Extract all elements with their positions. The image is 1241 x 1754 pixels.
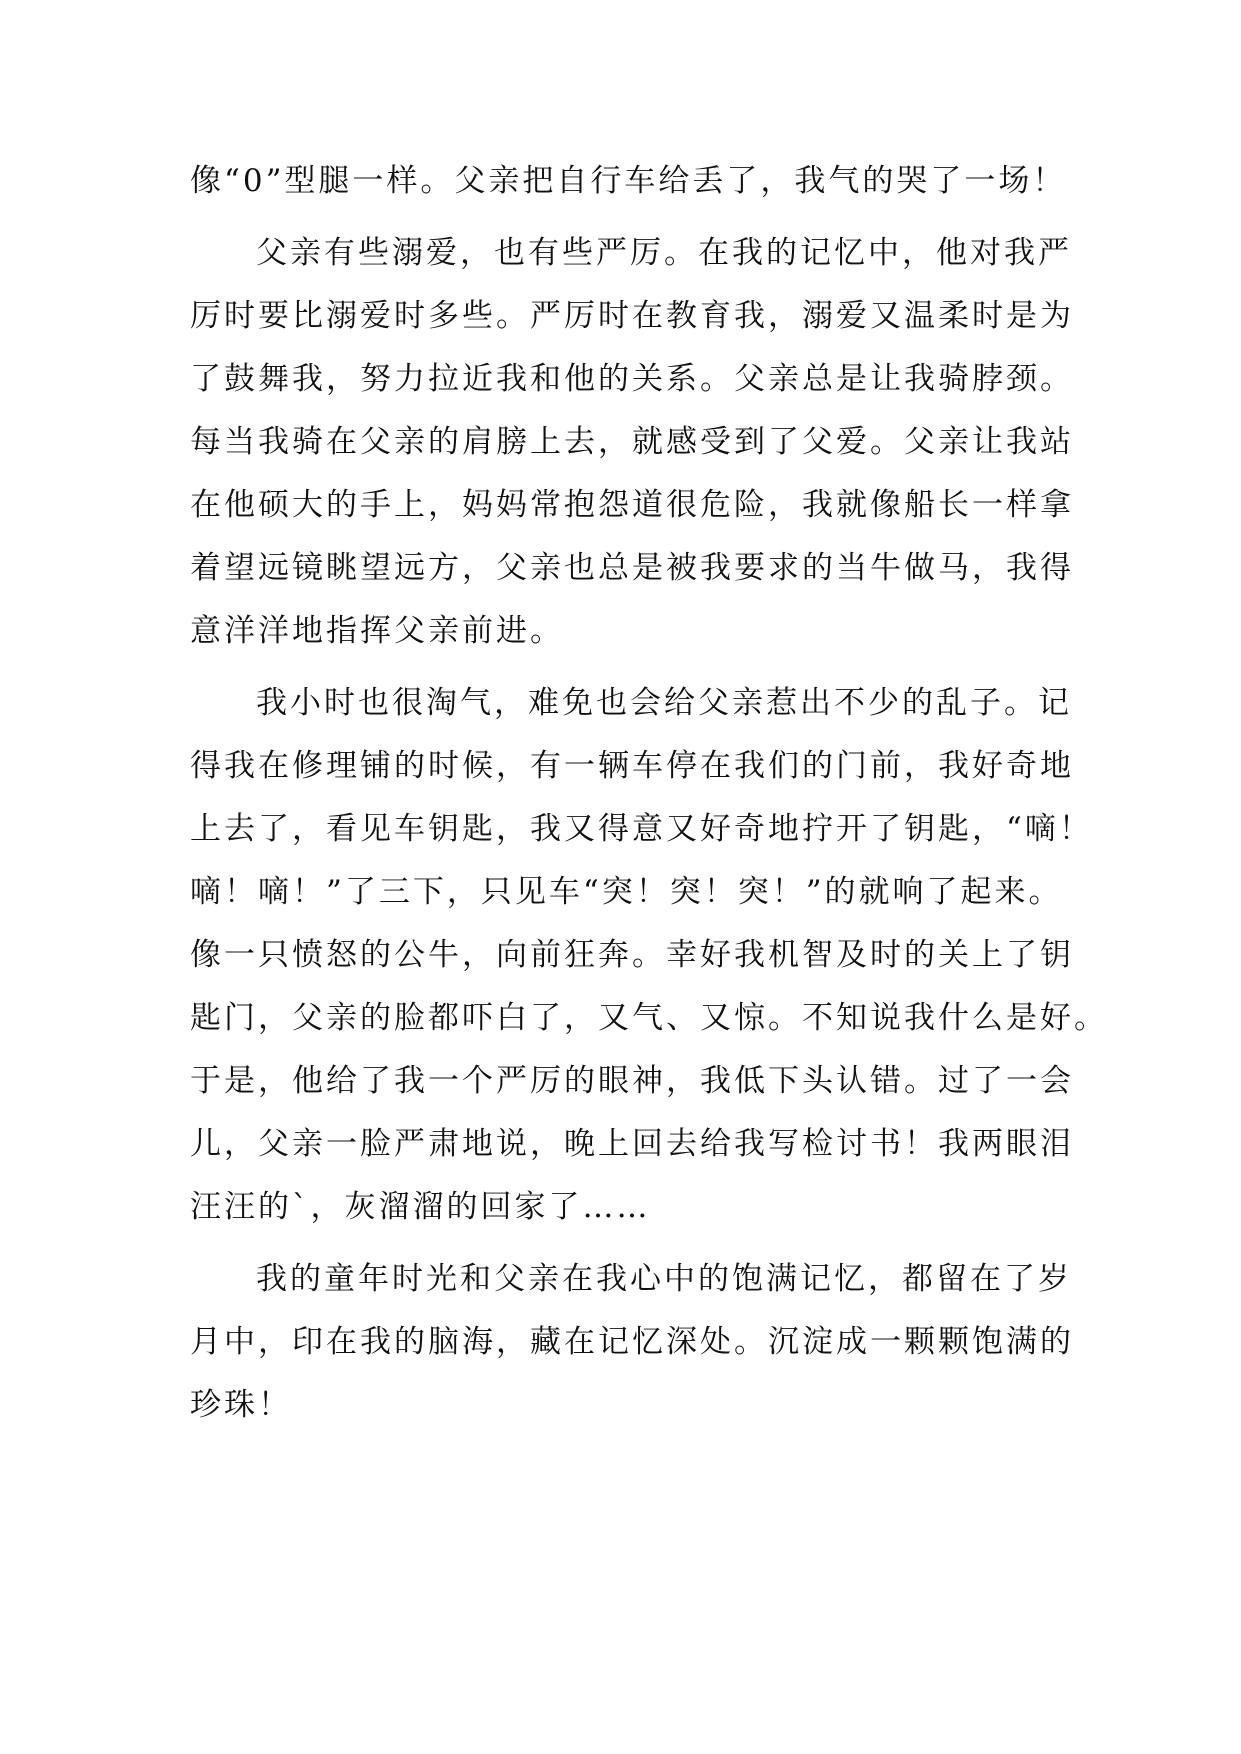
text-line: 意洋洋地指挥父亲前进。 bbox=[190, 613, 564, 649]
paragraph-3 bbox=[190, 672, 1108, 1239]
text-line: 嘀！嘀！”了三下，只见车“突！突！突！”的就响了起来。 bbox=[190, 874, 1063, 910]
text-line: 像“0”型腿一样。父亲把自行车给丢了，我气的哭了一场！ bbox=[190, 163, 1067, 199]
text-line: 像一只愤怒的公牛，向前狂奔。幸好我机智及时的关上了钥 bbox=[190, 937, 1074, 973]
text-line: 在他硕大的手上，妈妈常抱怨道很危险，我就像船长一样拿 bbox=[190, 487, 1074, 523]
text-line: 我小时也很淘气，难免也会给父亲惹出不少的乱子。记 bbox=[256, 685, 1072, 721]
text-line: 厉时要比溺爱时多些。严厉时在教育我，溺爱又温柔时是为 bbox=[190, 298, 1074, 334]
text-line: 了鼓舞我，努力拉近我和他的关系。父亲总是让我骑脖颈。 bbox=[190, 361, 1074, 397]
paragraph-1 bbox=[190, 150, 1070, 213]
document-body bbox=[190, 150, 1108, 1437]
text-line: 每当我骑在父亲的肩膀上去，就感受到了父爱。父亲让我站 bbox=[190, 424, 1074, 460]
paragraph-2 bbox=[190, 222, 1074, 663]
text-line: 汪汪的`，灰溜溜的回家了…… bbox=[190, 1189, 651, 1225]
text-line: 着望远镜眺望远方，父亲也总是被我要求的当牛做马，我得 bbox=[190, 550, 1074, 586]
text-line: 月中，印在我的脑海，藏在记忆深处。沉淀成一颗颗饱满的 bbox=[190, 1324, 1074, 1360]
text-line: 得我在修理铺的时候，有一辆车停在我们的门前，我好奇地 bbox=[190, 748, 1074, 784]
text-line: 珍珠！ bbox=[190, 1387, 292, 1423]
text-line: 儿，父亲一脸严肃地说，晚上回去给我写检讨书！我两眼泪 bbox=[190, 1126, 1074, 1162]
text-line: 父亲有些溺爱，也有些严厉。在我的记忆中，他对我严 bbox=[256, 235, 1072, 271]
text-line: 匙门，父亲的脸都吓白了，又气、又惊。不知说我什么是好。 bbox=[190, 1000, 1108, 1036]
text-line: 于是，他给了我一个严厉的眼神，我低下头认错。过了一会 bbox=[190, 1063, 1074, 1099]
text-line: 我的童年时光和父亲在我心中的饱满记忆，都留在了岁 bbox=[256, 1261, 1072, 1297]
paragraph-4 bbox=[190, 1248, 1074, 1437]
text-line: 上去了，看见车钥匙，我又得意又好奇地拧开了钥匙，“嘀！ bbox=[190, 811, 1093, 847]
